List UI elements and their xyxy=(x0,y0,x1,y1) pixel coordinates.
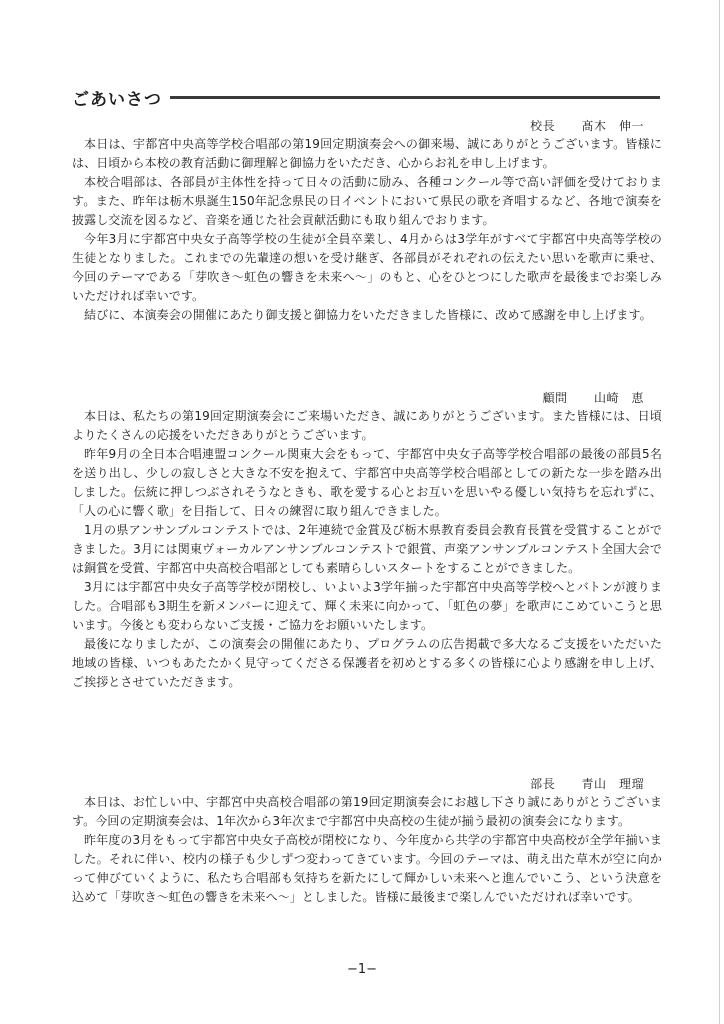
advisor-paragraph-1: 本日は、私たちの第19回定期演奏会にご来場いただき、誠にありがとうございます。また皆様には、日頃よりたくさんの応援をいただきありがとうございます。 xyxy=(72,409,662,442)
advisor-paragraph-4: 3月には宇都宮中央女子高等学校が閉校し、いよいよ3学年揃った宇都宮中央高等学校へとバトンが渡りました。合唱部も3期生を新メンバーに迎えて、輝く未来に向かって、「虹色の夢」を歌声にこめていこうと思います。今後とも変わらないご支援・ご協力をお願いいたします。 xyxy=(72,580,662,632)
advisor-paragraph-3: 1月の県アンサンブルコンテストでは、2年連続で金賞及び栃木県教育委員会教育長賞を受賞することができました。3月には関東ヴォーカルアンサンブルコンテストで銀賞、声楽アンサンブルコンテスト全国大会では銅賞を受賞、宇都宮中央高校合唱部としても素晴らしいスタートをすることができました。 xyxy=(72,523,662,575)
president-signature xyxy=(530,775,644,792)
principal-paragraph-4: 結びに、本演奏会の開催にあたり御支援と御協力をいただきました皆様に、改めて感謝を申し上げます。 xyxy=(84,308,652,322)
principal-greeting xyxy=(72,135,662,325)
president-greeting xyxy=(72,793,662,907)
page-edge-line xyxy=(719,0,720,1024)
principal-role: 校長 xyxy=(530,119,556,133)
heading-rule xyxy=(170,96,660,99)
advisor-greeting xyxy=(72,407,662,692)
advisor-role: 顧問 xyxy=(542,391,568,405)
page-number: −1− xyxy=(346,962,378,977)
advisor-paragraph-5: 最後になりましたが、この演奏会の開催にあたり、プログラムの広告掲載で多大なるご支援をいただいた地域の皆様、いつもあたたかく見守ってくださる保護者を初めとする多くの皆様に心より感謝を申し上げ、ご挨拶とさせていただきます。 xyxy=(72,637,662,689)
advisor-paragraph-2: 昨年9月の全日本合唱連盟コンクール関東大会をもって、宇都宮中央女子高等学校合唱部の最後の部員5名を送り出し、少しの寂しさと大きな不安を抱えて、宇都宮中央高等学校合唱部としての新たな一歩を踏み出しました。伝統に押しつぶされそうなときも、歌を愛する心とお互いを思いやる優しい気持ちを忘れずに、「人の心に響く歌」を目指して、日々の練習に取り組んできました。 xyxy=(72,447,662,518)
principal-paragraph-3: 今年3月に宇都宮中央女子高等学校の生徒が全員卒業し、4月からは3学年がすべて宇都宮中央高等学校の生徒となりました。これまでの先輩達の想いを受け継ぎ、各部員がそれぞれの伝えたい思いを歌声に乗せ、今回のテーマである「芽吹き〜虹色の響きを未来へ〜」のもと、心をひとつにした歌声を最後までお楽しみいただければ幸いです。 xyxy=(72,232,662,303)
advisor-signature xyxy=(543,389,644,406)
principal-name: 髙木 伸一 xyxy=(581,119,644,133)
heading-title: ごあいさつ xyxy=(72,89,162,110)
section-heading xyxy=(72,86,660,108)
principal-paragraph-2: 本校合唱部は、各部員が主体性を持って日々の活動に励み、各種コンクール等で高い評価を受けております。また、昨年は栃木県誕生150年記念県民の日イベントにおいて県民の歌を斉唱するなど、各地で演奏を披露し交流を図るなど、音楽を通じた社会貢献活動にも取り組んでおります。 xyxy=(72,175,662,227)
president-paragraph-2: 昨年度の3月をもって宇都宮中央女子高校が閉校になり、今年度から共学の宇都宮中央高校が全学年揃いました。それに伴い、校内の様子も少しずつ変わってきています。今回のテーマは、萌え出た草木が空に向かって伸びていくように、私たち合唱部も気持ちを新たにして輝かしい未来へと進んでいこう、という決意を込めて「芽吹き〜虹色の響きを未来へ〜」としました。皆様に最後まで楽しんでいただければ幸いです。 xyxy=(72,833,662,904)
president-role: 部長 xyxy=(530,777,556,791)
president-paragraph-1: 本日は、お忙しい中、宇都宮中央高校合唱部の第19回定期演奏会にお越し下さり誠にありがとうございます。今回の定期演奏会は、1年次から3年次まで宇都宮中央高校の生徒が揃う最初の演奏会になります。 xyxy=(72,795,662,828)
advisor-name: 山崎 恵 xyxy=(593,391,644,405)
principal-signature xyxy=(530,117,644,134)
principal-paragraph-1: 本日は、宇都宮中央高等学校合唱部の第19回定期演奏会への御来場、誠にありがとうございます。皆様には、日頃から本校の教育活動に御理解と御協力をいただき、心からお礼を申し上げます。 xyxy=(72,137,662,170)
president-name: 青山 理瑠 xyxy=(581,777,644,791)
